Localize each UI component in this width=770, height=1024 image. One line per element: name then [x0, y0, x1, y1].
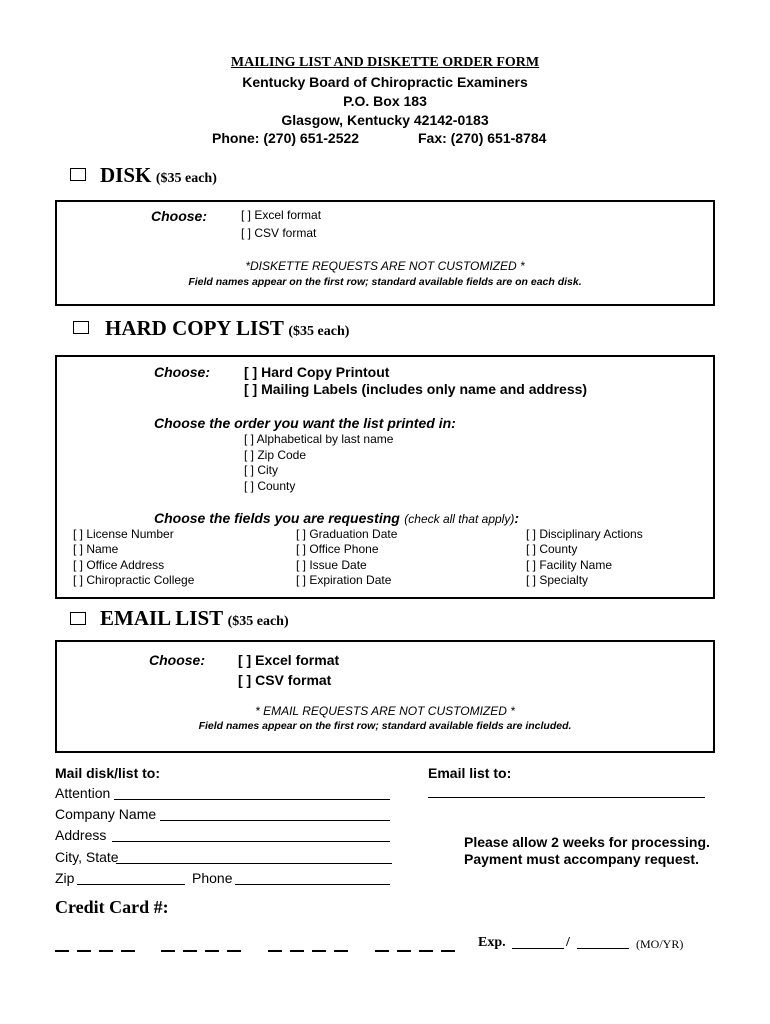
hard-copy-heading	[105, 316, 349, 341]
credit-card-digit-slot[interactable]	[161, 950, 175, 952]
disk-choose-label: Choose:	[151, 208, 207, 224]
exp-label: Exp.	[478, 935, 506, 950]
field-license-number[interactable]: [ ] License Number	[73, 527, 174, 541]
fields-note: (check all that apply)	[404, 512, 515, 526]
email-choose-label: Choose:	[149, 652, 205, 668]
attention-label: Attention	[55, 785, 111, 801]
credit-card-digit-slot[interactable]	[77, 950, 91, 952]
field-name[interactable]: [ ] Name	[73, 542, 119, 556]
city-line: Glasgow, Kentucky 42142-0183	[281, 112, 489, 128]
address-input[interactable]	[112, 841, 390, 842]
credit-card-digit-slot[interactable]	[397, 950, 411, 952]
po-box: P.O. Box 183	[343, 93, 427, 109]
address-label: Address	[55, 827, 107, 843]
processing-note: Please allow 2 weeks for processing.	[464, 834, 710, 850]
exp-month-input[interactable]	[512, 948, 564, 949]
credit-card-digit-slot[interactable]	[183, 950, 197, 952]
credit-card-digit-slot[interactable]	[334, 950, 348, 952]
field-office-address[interactable]: [ ] Office Address	[73, 558, 165, 572]
credit-card-label: Credit Card #:	[55, 897, 169, 917]
zip-input[interactable]	[77, 884, 185, 885]
exp-format: (MO/YR)	[636, 937, 684, 951]
hard-copy-title: HARD COPY LIST	[105, 316, 284, 340]
email-to-heading: Email list to:	[428, 765, 512, 781]
disk-option-excel[interactable]: [ ] Excel format	[241, 208, 322, 222]
company-label: Company Name	[55, 806, 157, 822]
hard-copy-choose-label: Choose:	[154, 364, 210, 380]
credit-card-digit-slot[interactable]	[268, 950, 282, 952]
company-input[interactable]	[160, 820, 390, 821]
disk-notice-fields: Field names appear on the first row; standard available fields are on each disk.	[188, 276, 582, 288]
org-name: Kentucky Board of Chiropractic Examiners	[242, 74, 528, 90]
hard-copy-option-printout[interactable]: [ ] Hard Copy Printout	[244, 364, 390, 380]
credit-card-digit-slot[interactable]	[441, 950, 455, 952]
disk-heading	[100, 163, 217, 188]
field-disciplinary-actions[interactable]: [ ] Disciplinary Actions	[526, 527, 643, 541]
payment-note: Payment must accompany request.	[464, 851, 699, 867]
field-graduation-date[interactable]: [ ] Graduation Date	[296, 527, 398, 541]
fields-heading-line	[154, 510, 519, 528]
credit-card-digit-slot[interactable]	[312, 950, 326, 952]
zip-label: Zip	[55, 870, 75, 886]
email-notice: * EMAIL REQUESTS ARE NOT CUSTOMIZED *	[255, 704, 515, 718]
field-office-phone[interactable]: [ ] Office Phone	[296, 542, 379, 556]
form-title: MAILING LIST AND DISKETTE ORDER FORM	[230, 55, 540, 70]
exp-year-input[interactable]	[577, 948, 629, 949]
credit-card-digit-slot[interactable]	[99, 950, 113, 952]
phone-number: Phone: (270) 651-2522	[212, 130, 360, 146]
disk-notice: *DISKETTE REQUESTS ARE NOT CUSTOMIZED *	[245, 259, 525, 273]
city-state-input[interactable]	[116, 863, 392, 864]
hard-copy-option-labels[interactable]: [ ] Mailing Labels (includes only name and address)	[244, 381, 588, 397]
order-heading: Choose the order you want the list printed in:	[154, 415, 456, 431]
field-expiration-date[interactable]: [ ] Expiration Date	[296, 573, 392, 587]
credit-card-digit-slot[interactable]	[375, 950, 389, 952]
credit-card-digit-slot[interactable]	[121, 950, 135, 952]
disk-checkbox[interactable]	[70, 168, 86, 181]
hard-copy-price: ($35 each)	[288, 324, 350, 339]
disk-price: ($35 each)	[155, 171, 217, 186]
field-chiropractic-college[interactable]: [ ] Chiropractic College	[73, 573, 195, 587]
email-notice-fields: Field names appear on the first row; standard available fields are included.	[198, 720, 572, 732]
exp-slash: /	[566, 935, 570, 950]
field-issue-date[interactable]: [ ] Issue Date	[296, 558, 367, 572]
field-specialty[interactable]: [ ] Specialty	[526, 573, 589, 587]
fax-number: Fax: (270) 651-8784	[418, 130, 547, 146]
credit-card-digit-slot[interactable]	[227, 950, 241, 952]
order-option-alpha[interactable]: [ ] Alphabetical by last name	[244, 432, 394, 446]
fields-colon: :	[514, 510, 520, 526]
email-price: ($35 each)	[227, 614, 289, 629]
credit-card-digit-slot[interactable]	[55, 950, 69, 952]
email-to-input[interactable]	[428, 797, 705, 798]
phone-label: Phone	[192, 870, 233, 886]
email-checkbox[interactable]	[70, 612, 86, 625]
phone-input[interactable]	[235, 884, 390, 885]
city-state-label: City, State	[55, 849, 119, 865]
order-option-zip[interactable]: [ ] Zip Code	[244, 448, 307, 462]
email-title: EMAIL LIST	[100, 606, 224, 630]
disk-title: DISK	[100, 163, 152, 187]
hard-copy-checkbox[interactable]	[73, 321, 89, 334]
order-option-city[interactable]: [ ] City	[244, 463, 279, 477]
credit-card-digit-slot[interactable]	[419, 950, 433, 952]
field-facility-name[interactable]: [ ] Facility Name	[526, 558, 613, 572]
disk-option-csv[interactable]: [ ] CSV format	[241, 226, 317, 240]
credit-card-digit-slot[interactable]	[290, 950, 304, 952]
email-heading	[100, 606, 289, 631]
attention-input[interactable]	[114, 799, 390, 800]
fields-heading: Choose the fields you are requesting	[154, 510, 400, 526]
field-county[interactable]: [ ] County	[526, 542, 578, 556]
email-option-csv[interactable]: [ ] CSV format	[238, 672, 332, 688]
email-option-excel[interactable]: [ ] Excel format	[238, 652, 340, 668]
order-option-county[interactable]: [ ] County	[244, 479, 296, 493]
credit-card-digit-slot[interactable]	[205, 950, 219, 952]
mail-to-heading: Mail disk/list to:	[55, 765, 161, 781]
